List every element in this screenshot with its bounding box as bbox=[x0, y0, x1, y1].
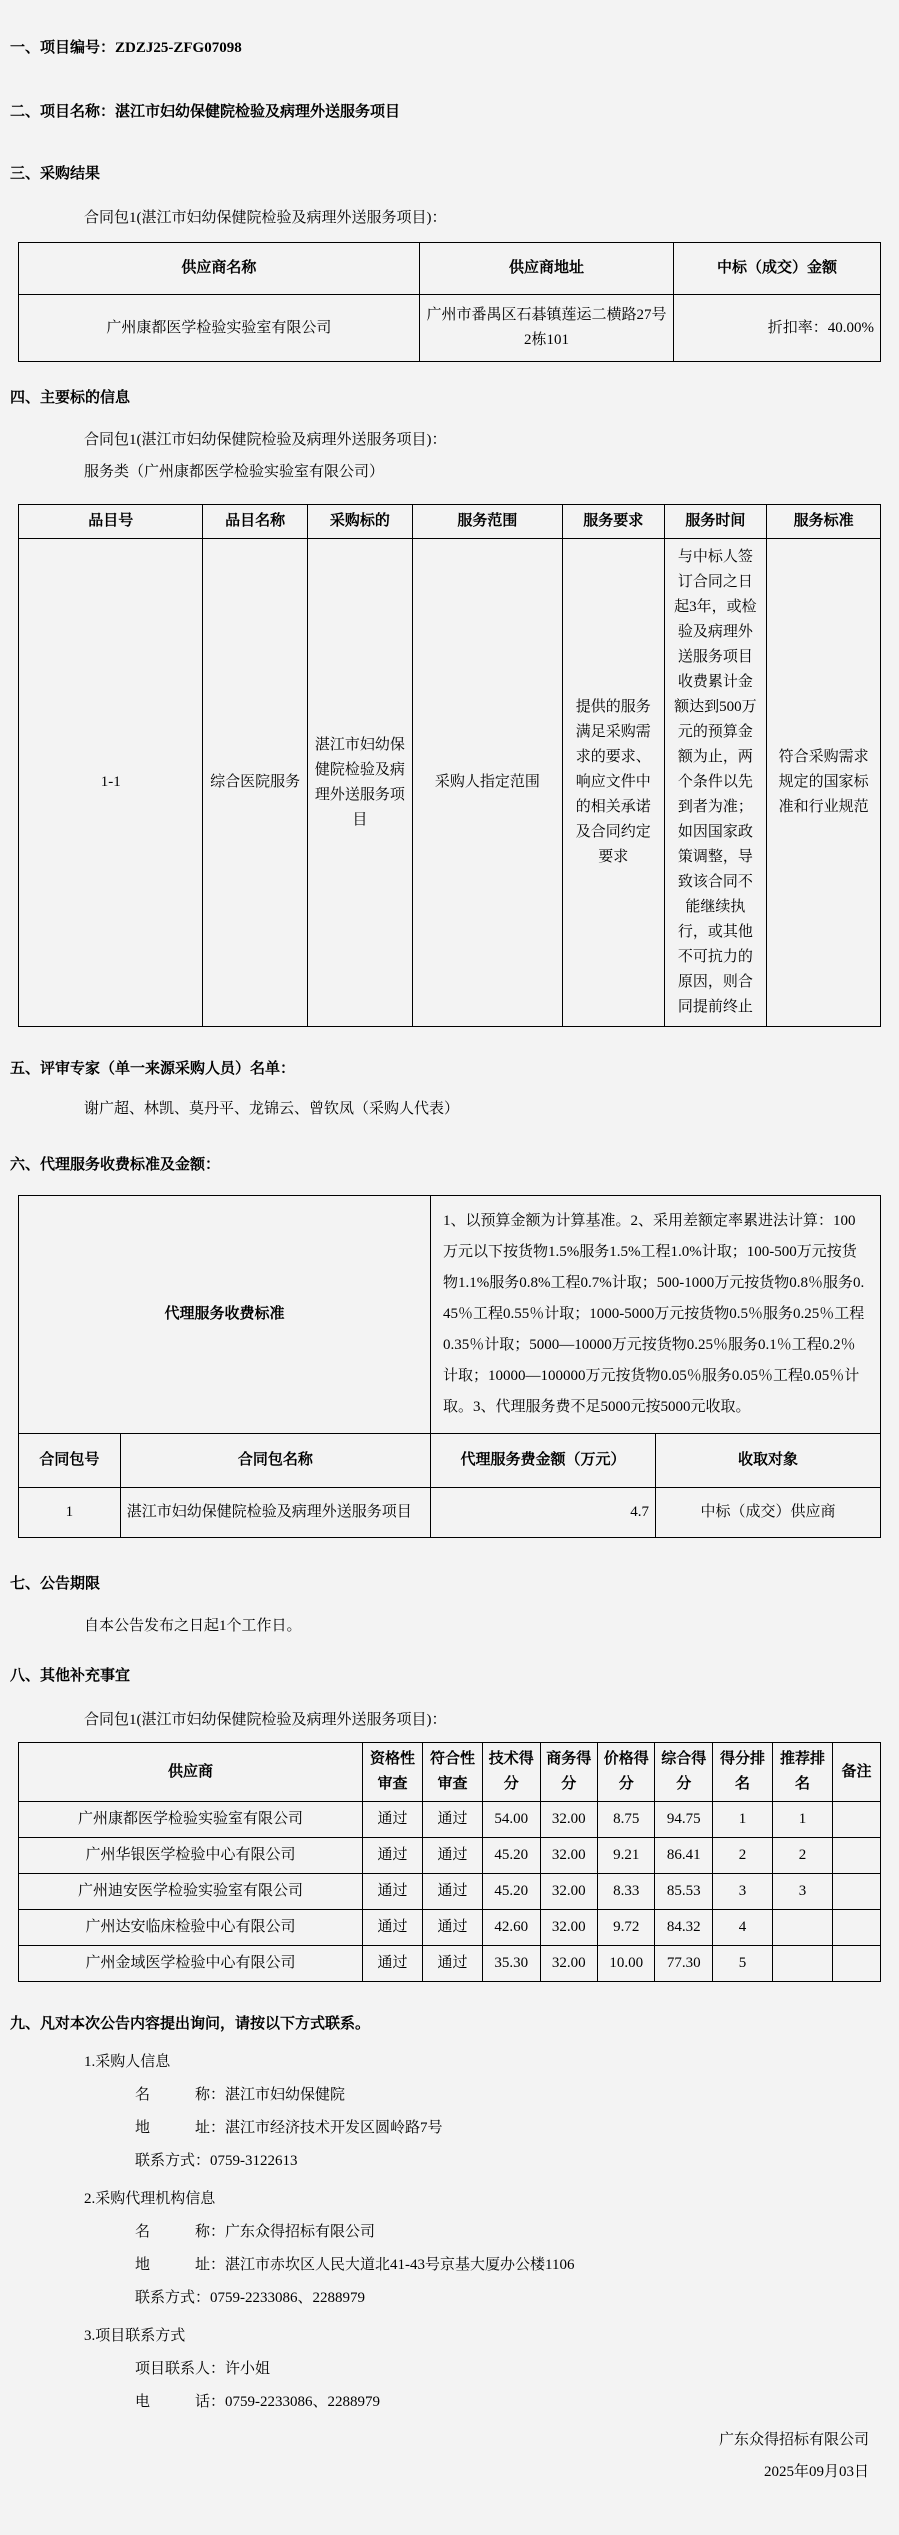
project-name-value: 湛江市妇幼保健院检验及病理外送服务项目 bbox=[115, 104, 401, 120]
technical-score-cell: 45.20 bbox=[483, 1838, 540, 1874]
supplier-cell: 广州金域医学检验中心有限公司 bbox=[19, 1946, 363, 1982]
overall-score-cell: 77.30 bbox=[655, 1946, 712, 1982]
column-header-supplier-name: 供应商名称 bbox=[19, 243, 420, 295]
column-header-payer: 收取对象 bbox=[656, 1434, 881, 1488]
item-no-cell: 1-1 bbox=[19, 539, 203, 1027]
supplier-cell: 广州华银医学检验中心有限公司 bbox=[19, 1838, 363, 1874]
evaluation-score-table bbox=[18, 1742, 881, 1982]
fee-amount-cell: 4.7 bbox=[431, 1488, 656, 1538]
remark-cell bbox=[833, 1874, 881, 1910]
agency-name-line bbox=[0, 2222, 899, 2242]
column-header-service-requirement: 服务要求 bbox=[562, 505, 664, 539]
agency-contact-value: 0759-2233086、2288979 bbox=[210, 2290, 366, 2306]
price-score-cell: 10.00 bbox=[598, 1946, 655, 1982]
overall-score-cell: 85.53 bbox=[655, 1874, 712, 1910]
column-header-package-no: 合同包号 bbox=[19, 1434, 121, 1488]
column-header-service-scope: 服务范围 bbox=[412, 505, 562, 539]
supplier-cell: 广州迪安医学检验实验室有限公司 bbox=[19, 1874, 363, 1910]
recommend-rank-cell bbox=[773, 1910, 833, 1946]
field-label: 联系方式： bbox=[135, 2290, 211, 2306]
conformity-cell: 通过 bbox=[423, 1946, 483, 1982]
supplier-cell: 广州康都医学检验实验室有限公司 bbox=[19, 1802, 363, 1838]
remark-cell bbox=[833, 1910, 881, 1946]
item-name-cell: 综合医院服务 bbox=[203, 539, 307, 1027]
qualification-cell: 通过 bbox=[362, 1838, 422, 1874]
fee-standard-text-cell: 1、以预算金额为计算基准。2、采用差额定率累进法计算：100万元以下按货物1.5%服务1.5%工程1.0%计取；100-500万元按货物1.1%服务0.8%工程0.7%计取；500-1000万元按货物0.8％服务0.45％工程0.55％计取；1000-5000万元按货物0.5％服务0.25％工程0.35％计取；5000—10000万元按货物0.25％服务0.1％工程0.2％计取；10000—100000万元按货物0.05％服务0.05％工程0.05％计取。3、代理服务费不足5000元按5000元收取。 bbox=[431, 1196, 881, 1434]
project-contact-person-line bbox=[0, 2359, 899, 2379]
section-4-heading: 四、主要标的信息 bbox=[10, 390, 131, 406]
conformity-cell: 通过 bbox=[423, 1910, 483, 1946]
section-2-heading bbox=[0, 102, 899, 122]
column-header-score-rank: 得分排名 bbox=[712, 1743, 772, 1802]
agency-info-title: 2.采购代理机构信息 bbox=[84, 2191, 216, 2207]
purchaser-address-value: 湛江市经济技术开发区圆岭路7号 bbox=[225, 2120, 443, 2136]
procurement-result-table bbox=[18, 242, 881, 362]
recommend-rank-cell bbox=[773, 1946, 833, 1982]
column-header-recommend-rank: 推荐排名 bbox=[773, 1743, 833, 1802]
service-requirement-cell: 提供的服务满足采购需求的要求、响应文件中的相关承诺及合同约定要求 bbox=[562, 539, 664, 1027]
field-label: 电 话： bbox=[135, 2394, 226, 2410]
overall-score-cell: 86.41 bbox=[655, 1838, 712, 1874]
agency-address-value: 湛江市赤坎区人民大道北41-43号京基大厦办公楼1106 bbox=[225, 2257, 575, 2273]
table-header-row bbox=[19, 243, 881, 295]
column-header-supplier: 供应商 bbox=[19, 1743, 363, 1802]
payer-cell: 中标（成交）供应商 bbox=[656, 1488, 881, 1538]
business-score-cell: 32.00 bbox=[540, 1802, 597, 1838]
purchaser-name-value: 湛江市妇幼保健院 bbox=[225, 2087, 346, 2103]
section-5-heading: 五、评审专家（单一来源采购人员）名单： bbox=[10, 1061, 296, 1077]
column-header-service-standard: 服务标准 bbox=[767, 505, 881, 539]
technical-score-cell: 54.00 bbox=[483, 1802, 540, 1838]
project-phone-line bbox=[0, 2392, 899, 2412]
agency-name-value: 广东众得招标有限公司 bbox=[225, 2224, 376, 2240]
section-1-heading bbox=[0, 38, 899, 58]
section-8-heading: 八、其他补充事宜 bbox=[10, 1668, 131, 1684]
qualification-cell: 通过 bbox=[362, 1946, 422, 1982]
table-row bbox=[19, 1910, 881, 1946]
column-header-package-name: 合同包名称 bbox=[120, 1434, 430, 1488]
business-score-cell: 32.00 bbox=[540, 1946, 597, 1982]
column-header-conformity-review: 符合性审查 bbox=[423, 1743, 483, 1802]
table-row bbox=[19, 1946, 881, 1982]
award-amount-cell: 折扣率：40.00% bbox=[674, 295, 881, 362]
footer-organization: 广东众得招标有限公司 bbox=[718, 2432, 869, 2448]
project-name-label: 二、项目名称： bbox=[10, 104, 116, 120]
project-phone-value: 0759-2233086、2288979 bbox=[225, 2394, 381, 2410]
column-header-qualification-review: 资格性审查 bbox=[362, 1743, 422, 1802]
agency-fee-table bbox=[18, 1195, 881, 1538]
service-standard-cell: 符合采购需求规定的国家标准和行业规范 bbox=[767, 539, 881, 1027]
purchaser-info-title: 1.采购人信息 bbox=[84, 2054, 171, 2070]
remark-cell bbox=[833, 1802, 881, 1838]
recommend-rank-cell: 2 bbox=[773, 1838, 833, 1874]
subject-cell: 湛江市妇幼保健院检验及病理外送服务项目 bbox=[307, 539, 412, 1027]
column-header-price-score: 价格得分 bbox=[598, 1743, 655, 1802]
project-number-label: 一、项目编号： bbox=[10, 40, 116, 56]
field-label: 联系方式： bbox=[135, 2153, 211, 2169]
conformity-cell: 通过 bbox=[423, 1838, 483, 1874]
table-row bbox=[19, 1874, 881, 1910]
field-label: 名 称： bbox=[135, 2224, 226, 2240]
score-rank-cell: 3 bbox=[712, 1874, 772, 1910]
overall-score-cell: 84.32 bbox=[655, 1910, 712, 1946]
table-row bbox=[19, 295, 881, 362]
section-3-package-line: 合同包1(湛江市妇幼保健院检验及病理外送服务项目)： bbox=[84, 210, 447, 226]
field-label: 地 址： bbox=[135, 2120, 226, 2136]
conformity-cell: 通过 bbox=[423, 1874, 483, 1910]
price-score-cell: 8.33 bbox=[598, 1874, 655, 1910]
conformity-cell: 通过 bbox=[423, 1802, 483, 1838]
overall-score-cell: 94.75 bbox=[655, 1802, 712, 1838]
purchaser-name-line bbox=[0, 2085, 899, 2105]
technical-score-cell: 42.60 bbox=[483, 1910, 540, 1946]
field-label: 项目联系人： bbox=[135, 2361, 226, 2377]
score-rank-cell: 1 bbox=[712, 1802, 772, 1838]
table-header-row bbox=[19, 505, 881, 539]
section-9-heading: 九、凡对本次公告内容提出询问，请按以下方式联系。 bbox=[10, 2016, 371, 2032]
footer-date: 2025年09月03日 bbox=[763, 2464, 869, 2480]
table-row bbox=[19, 1488, 881, 1538]
qualification-cell: 通过 bbox=[362, 1874, 422, 1910]
remark-cell bbox=[833, 1946, 881, 1982]
project-contact-title: 3.项目联系方式 bbox=[84, 2328, 186, 2344]
project-number-value: ZDZJ25-ZFG07098 bbox=[115, 40, 242, 56]
field-label: 名 称： bbox=[135, 2087, 226, 2103]
price-score-cell: 9.21 bbox=[598, 1838, 655, 1874]
score-rank-cell: 5 bbox=[712, 1946, 772, 1982]
main-subject-table bbox=[18, 504, 881, 1027]
section-3-heading: 三、采购结果 bbox=[10, 166, 101, 182]
remark-cell bbox=[833, 1838, 881, 1874]
field-label: 地 址： bbox=[135, 2257, 226, 2273]
column-header-remark: 备注 bbox=[833, 1743, 881, 1802]
section-7-heading: 七、公告期限 bbox=[10, 1576, 101, 1592]
technical-score-cell: 45.20 bbox=[483, 1874, 540, 1910]
column-header-technical-score: 技术得分 bbox=[483, 1743, 540, 1802]
qualification-cell: 通过 bbox=[362, 1910, 422, 1946]
service-scope-cell: 采购人指定范围 bbox=[412, 539, 562, 1027]
purchaser-contact-line bbox=[0, 2151, 899, 2171]
agency-contact-line bbox=[0, 2288, 899, 2308]
score-rank-cell: 4 bbox=[712, 1910, 772, 1946]
fee-standard-label-cell: 代理服务收费标准 bbox=[19, 1196, 431, 1434]
project-contact-person-value: 许小姐 bbox=[225, 2361, 271, 2377]
price-score-cell: 8.75 bbox=[598, 1802, 655, 1838]
table-row bbox=[19, 1802, 881, 1838]
announcement-period-text: 自本公告发布之日起1个工作日。 bbox=[84, 1618, 302, 1634]
column-header-item-name: 品目名称 bbox=[203, 505, 307, 539]
expert-names: 谢广超、林凯、莫丹平、龙锦云、曾钦凤（采购人代表） bbox=[84, 1101, 460, 1117]
column-header-award-amount: 中标（成交）金额 bbox=[674, 243, 881, 295]
recommend-rank-cell: 1 bbox=[773, 1802, 833, 1838]
column-header-service-time: 服务时间 bbox=[664, 505, 767, 539]
column-header-supplier-address: 供应商地址 bbox=[419, 243, 673, 295]
table-row bbox=[19, 1838, 881, 1874]
score-rank-cell: 2 bbox=[712, 1838, 772, 1874]
technical-score-cell: 35.30 bbox=[483, 1946, 540, 1982]
purchaser-address-line bbox=[0, 2118, 899, 2138]
price-score-cell: 9.72 bbox=[598, 1910, 655, 1946]
recommend-rank-cell: 3 bbox=[773, 1874, 833, 1910]
table-row bbox=[19, 539, 881, 1027]
supplier-address-cell: 广州市番禺区石碁镇莲运二横路27号2栋101 bbox=[419, 295, 673, 362]
column-header-overall-score: 综合得分 bbox=[655, 1743, 712, 1802]
supplier-name-cell: 广州康都医学检验实验室有限公司 bbox=[19, 295, 420, 362]
agency-address-line bbox=[0, 2255, 899, 2275]
section-4-package-line: 合同包1(湛江市妇幼保健院检验及病理外送服务项目)： bbox=[84, 432, 447, 448]
column-header-subject: 采购标的 bbox=[307, 505, 412, 539]
package-no-cell: 1 bbox=[19, 1488, 121, 1538]
table-header-row bbox=[19, 1743, 881, 1802]
package-name-cell: 湛江市妇幼保健院检验及病理外送服务项目 bbox=[120, 1488, 430, 1538]
column-header-business-score: 商务得分 bbox=[540, 1743, 597, 1802]
section-4-category-line: 服务类（广州康都医学检验实验室有限公司） bbox=[84, 464, 385, 480]
column-header-item-no: 品目号 bbox=[19, 505, 203, 539]
business-score-cell: 32.00 bbox=[540, 1838, 597, 1874]
service-time-cell: 与中标人签订合同之日起3年，或检验及病理外送服务项目收费累计金额达到500万元的预算金额为止，两个条件以先到者为准；如因国家政策调整，导致该合同不能继续执行，或其他不可抗力的原因，则合同提前终止 bbox=[664, 539, 767, 1027]
section-6-heading: 六、代理服务收费标准及金额： bbox=[10, 1157, 221, 1173]
fee-standard-row bbox=[19, 1196, 881, 1434]
business-score-cell: 32.00 bbox=[540, 1874, 597, 1910]
business-score-cell: 32.00 bbox=[540, 1910, 597, 1946]
supplier-cell: 广州达安临床检验中心有限公司 bbox=[19, 1910, 363, 1946]
qualification-cell: 通过 bbox=[362, 1802, 422, 1838]
column-header-fee-amount: 代理服务费金额（万元） bbox=[431, 1434, 656, 1488]
section-8-package-line: 合同包1(湛江市妇幼保健院检验及病理外送服务项目)： bbox=[84, 1712, 447, 1728]
purchaser-contact-value: 0759-3122613 bbox=[210, 2153, 298, 2169]
table-header-row bbox=[19, 1434, 881, 1488]
